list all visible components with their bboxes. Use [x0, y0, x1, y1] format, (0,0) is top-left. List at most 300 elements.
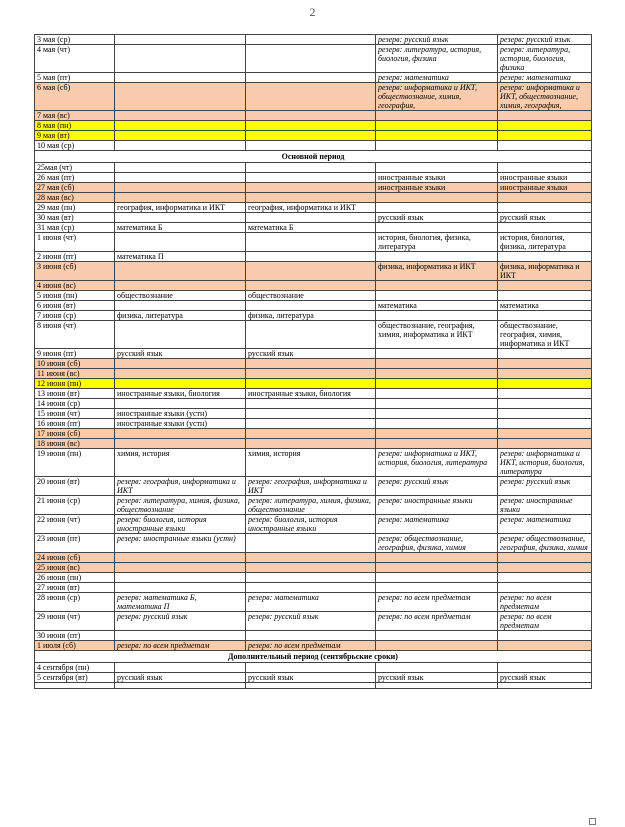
table-row — [35, 233, 592, 252]
exam-cell — [246, 583, 376, 593]
exam-cell: иностранные языки, биология — [115, 389, 246, 399]
exam-cell — [498, 111, 592, 121]
exam-cell — [498, 121, 592, 131]
exam-cell: резерв: информатика и ИКТ, обществознание, химия, география, — [498, 83, 592, 111]
exam-cell — [498, 349, 592, 359]
exam-cell — [115, 45, 246, 73]
exam-cell — [115, 379, 246, 389]
exam-cell: география, информатика и ИКТ — [246, 203, 376, 213]
exam-cell — [246, 379, 376, 389]
table-row — [35, 389, 592, 399]
table-row — [35, 583, 592, 593]
exam-cell — [498, 311, 592, 321]
exam-cell: русский язык — [498, 213, 592, 223]
table-row — [35, 429, 592, 439]
exam-cell: резерв: математика — [498, 515, 592, 534]
section-title: Основной период — [35, 151, 592, 163]
date-cell: 11 июня (вс) — [35, 369, 115, 379]
exam-cell — [115, 213, 246, 223]
exam-cell — [246, 301, 376, 311]
exam-cell — [115, 193, 246, 203]
exam-cell — [376, 203, 498, 213]
exam-cell — [246, 213, 376, 223]
exam-cell — [246, 534, 376, 553]
exam-cell — [498, 359, 592, 369]
exam-cell: обществознание — [115, 291, 246, 301]
table-row — [35, 252, 592, 262]
date-cell: 8 мая (пн) — [35, 121, 115, 131]
exam-cell: химия, история — [246, 449, 376, 477]
date-cell: 5 июня (пн) — [35, 291, 115, 301]
table-row — [35, 409, 592, 419]
exam-cell — [246, 409, 376, 419]
exam-cell: резерв: информатика и ИКТ, обществознание, химия, география, — [376, 83, 498, 111]
date-cell: 25 июня (вс) — [35, 563, 115, 573]
date-cell: 10 мая (ср) — [35, 141, 115, 151]
exam-cell — [376, 111, 498, 121]
exam-cell: резерв: по всем предметам — [498, 593, 592, 612]
exam-cell — [498, 389, 592, 399]
exam-cell: резерв: литература, химия, физика, обществознание — [246, 496, 376, 515]
table-row — [35, 553, 592, 563]
exam-cell — [498, 163, 592, 173]
date-cell: 25мая (чт) — [35, 163, 115, 173]
table-row — [35, 262, 592, 281]
exam-cell — [498, 439, 592, 449]
date-cell: 4 сентября (пн) — [35, 663, 115, 673]
date-cell: 29 июня (чт) — [35, 612, 115, 631]
exam-cell — [246, 631, 376, 641]
date-cell: 5 сентября (вт) — [35, 673, 115, 683]
date-cell: 9 июня (пт) — [35, 349, 115, 359]
exam-cell: физика, литература — [115, 311, 246, 321]
exam-cell — [115, 359, 246, 369]
exam-cell — [376, 369, 498, 379]
exam-cell: русский язык — [376, 673, 498, 683]
table-row — [35, 593, 592, 612]
exam-cell — [498, 379, 592, 389]
table-row — [35, 291, 592, 301]
table-row — [35, 45, 592, 73]
table-row — [35, 369, 592, 379]
table-row — [35, 163, 592, 173]
date-cell: 4 июня (вс) — [35, 281, 115, 291]
date-cell: 13 июня (вт) — [35, 389, 115, 399]
table-cell — [35, 683, 115, 689]
exam-cell — [376, 663, 498, 673]
date-cell: 9 мая (вт) — [35, 131, 115, 141]
exam-cell: резерв: география, информатика и ИКТ — [115, 477, 246, 496]
exam-cell: русский язык — [498, 673, 592, 683]
exam-cell — [115, 663, 246, 673]
exam-cell — [376, 349, 498, 359]
exam-cell — [376, 419, 498, 429]
table-row — [35, 612, 592, 631]
exam-cell — [246, 439, 376, 449]
exam-cell — [498, 641, 592, 651]
exam-cell — [115, 301, 246, 311]
exam-cell — [246, 193, 376, 203]
table-row — [35, 631, 592, 641]
exam-cell: резерв: обществознание, география, физика, химия — [376, 534, 498, 553]
exam-cell: история, биология, физика, литература — [498, 233, 592, 252]
exam-cell — [115, 183, 246, 193]
exam-cell — [246, 419, 376, 429]
date-cell: 16 июня (пт) — [35, 419, 115, 429]
exam-cell — [498, 563, 592, 573]
exam-cell — [246, 429, 376, 439]
exam-cell: математика — [376, 301, 498, 311]
exam-cell — [246, 252, 376, 262]
exam-cell — [115, 35, 246, 45]
exam-cell: резерв: иностранные языки — [498, 496, 592, 515]
exam-cell — [115, 399, 246, 409]
exam-cell: резерв: русский язык — [376, 477, 498, 496]
exam-cell — [115, 121, 246, 131]
exam-cell: русский язык — [115, 673, 246, 683]
date-cell: 6 мая (сб) — [35, 83, 115, 111]
exam-cell — [376, 311, 498, 321]
exam-cell — [376, 223, 498, 233]
exam-cell — [498, 131, 592, 141]
exam-cell — [246, 369, 376, 379]
exam-cell: иностранные языки — [376, 183, 498, 193]
section-title: Дополнительный период (сентябрьские сроки) — [35, 651, 592, 663]
exam-cell — [376, 163, 498, 173]
date-cell: 18 июня (вс) — [35, 439, 115, 449]
exam-cell — [246, 111, 376, 121]
exam-cell — [246, 262, 376, 281]
exam-cell — [376, 439, 498, 449]
exam-cell: резерв: русский язык — [498, 477, 592, 496]
exam-cell — [246, 573, 376, 583]
exam-cell — [246, 321, 376, 349]
exam-cell: резерв: по всем предметам — [115, 641, 246, 651]
date-cell: 15 июня (чт) — [35, 409, 115, 419]
exam-cell — [115, 262, 246, 281]
exam-cell — [115, 163, 246, 173]
exam-cell — [498, 663, 592, 673]
exam-cell — [246, 131, 376, 141]
exam-cell — [246, 183, 376, 193]
exam-cell — [498, 203, 592, 213]
exam-cell — [115, 173, 246, 183]
table-row — [35, 203, 592, 213]
exam-cell — [376, 573, 498, 583]
exam-cell — [376, 121, 498, 131]
date-cell: 31 мая (ср) — [35, 223, 115, 233]
exam-cell — [246, 359, 376, 369]
table-row — [35, 83, 592, 111]
exam-cell — [115, 573, 246, 583]
date-cell: 20 июня (вт) — [35, 477, 115, 496]
date-cell: 21 июня (ср) — [35, 496, 115, 515]
exam-cell — [115, 429, 246, 439]
exam-cell — [376, 399, 498, 409]
exam-cell: резерв: по всем предметам — [246, 641, 376, 651]
exam-cell — [115, 369, 246, 379]
exam-cell: резерв: русский язык — [115, 612, 246, 631]
date-cell: 4 мая (чт) — [35, 45, 115, 73]
exam-cell — [376, 641, 498, 651]
table-cell — [498, 683, 592, 689]
exam-cell — [115, 111, 246, 121]
table-row — [35, 121, 592, 131]
exam-cell — [376, 131, 498, 141]
exam-cell: резерв: биология, история иностранные языки — [246, 515, 376, 534]
exam-cell — [498, 429, 592, 439]
exam-cell: иностранные языки — [498, 183, 592, 193]
table-row — [35, 379, 592, 389]
date-cell: 6 июня (вт) — [35, 301, 115, 311]
exam-cell — [498, 223, 592, 233]
date-cell: 12 июня (пн) — [35, 379, 115, 389]
exam-cell: резерв: литература, история, биология, физика — [376, 45, 498, 73]
date-cell: 26 июня (пн) — [35, 573, 115, 583]
exam-cell: резерв: русский язык — [376, 35, 498, 45]
exam-cell: резерв: по всем предметам — [376, 612, 498, 631]
date-cell: 3 мая (ср) — [35, 35, 115, 45]
exam-cell: резерв: математика — [246, 593, 376, 612]
exam-cell — [246, 141, 376, 151]
section-header-row — [35, 651, 592, 663]
exam-cell: резерв: математика — [376, 515, 498, 534]
date-cell: 30 июня (пт) — [35, 631, 115, 641]
date-cell: 28 июня (ср) — [35, 593, 115, 612]
exam-cell: математика Б — [246, 223, 376, 233]
exam-cell — [246, 563, 376, 573]
table-row — [35, 641, 592, 651]
table-row — [35, 223, 592, 233]
exam-cell: резерв: обществознание, география, физика, химия — [498, 534, 592, 553]
exam-cell — [246, 163, 376, 173]
section-header-row — [35, 151, 592, 163]
table-row — [35, 213, 592, 223]
exam-cell: резерв: литература, химия, физика, обществознание — [115, 496, 246, 515]
date-cell: 14 июня (ср) — [35, 399, 115, 409]
exam-cell: физика, информатика и ИКТ — [498, 262, 592, 281]
table-row — [35, 477, 592, 496]
date-cell: 29 мая (пн) — [35, 203, 115, 213]
exam-cell: резерв: литература, история, биология, физика — [498, 45, 592, 73]
exam-cell — [246, 173, 376, 183]
exam-cell: русский язык — [246, 673, 376, 683]
exam-cell: обществознание, география, химия, информатика и ИКТ — [376, 321, 498, 349]
exam-cell — [246, 73, 376, 83]
exam-cell — [246, 233, 376, 252]
exam-cell: резерв: по всем предметам — [498, 612, 592, 631]
exam-cell — [498, 193, 592, 203]
exam-cell — [498, 553, 592, 563]
exam-cell — [246, 35, 376, 45]
exam-cell — [246, 553, 376, 563]
exam-cell: география, информатика и ИКТ — [115, 203, 246, 213]
exam-cell — [376, 409, 498, 419]
date-cell: 3 июня (сб) — [35, 262, 115, 281]
date-cell: 5 мая (пт) — [35, 73, 115, 83]
exam-cell — [115, 83, 246, 111]
exam-schedule-table — [34, 34, 592, 689]
date-cell: 10 июня (сб) — [35, 359, 115, 369]
date-cell: 19 июня (пн) — [35, 449, 115, 477]
exam-cell — [376, 141, 498, 151]
date-cell: 7 мая (вс) — [35, 111, 115, 121]
exam-cell — [376, 379, 498, 389]
exam-cell: математика — [498, 301, 592, 311]
exam-cell — [376, 429, 498, 439]
exam-cell: иностранные языки — [376, 173, 498, 183]
exam-cell: резерв: русский язык — [246, 612, 376, 631]
exam-cell — [498, 252, 592, 262]
exam-cell — [246, 663, 376, 673]
exam-cell — [115, 141, 246, 151]
exam-cell — [246, 281, 376, 291]
table-row — [35, 111, 592, 121]
date-cell: 26 мая (пт) — [35, 173, 115, 183]
exam-cell — [376, 193, 498, 203]
exam-cell: иностранные языки (устн) — [115, 419, 246, 429]
exam-cell: иностранные языки (устн) — [115, 409, 246, 419]
table-row — [35, 573, 592, 583]
exam-cell — [498, 419, 592, 429]
date-cell: 1 июня (чт) — [35, 233, 115, 252]
exam-cell — [115, 73, 246, 83]
table-row — [35, 419, 592, 429]
exam-cell — [246, 121, 376, 131]
table-row — [35, 449, 592, 477]
exam-cell: резерв: математика Б, математика П — [115, 593, 246, 612]
exam-cell — [115, 321, 246, 349]
date-cell: 7 июня (ср) — [35, 311, 115, 321]
exam-cell — [376, 359, 498, 369]
exam-cell: математика П — [115, 252, 246, 262]
exam-cell: история, биология, физика, литература — [376, 233, 498, 252]
exam-cell — [498, 583, 592, 593]
exam-cell: резерв: география, информатика и ИКТ — [246, 477, 376, 496]
table-row — [35, 399, 592, 409]
exam-cell: иностранные языки — [498, 173, 592, 183]
table-row — [35, 349, 592, 359]
exam-cell — [115, 233, 246, 252]
table-row — [35, 173, 592, 183]
exam-cell: химия, история — [115, 449, 246, 477]
exam-cell: русский язык — [115, 349, 246, 359]
table-row — [35, 183, 592, 193]
date-cell: 30 мая (вт) — [35, 213, 115, 223]
table-row — [35, 673, 592, 683]
table-row — [35, 301, 592, 311]
exam-cell: резерв: информатика и ИКТ, история, биология, литература — [376, 449, 498, 477]
exam-cell — [498, 281, 592, 291]
exam-cell — [498, 291, 592, 301]
date-cell: 1 июля (сб) — [35, 641, 115, 651]
table-row — [35, 281, 592, 291]
table-row — [35, 321, 592, 349]
exam-cell: резерв: математика — [376, 73, 498, 83]
paragraph-end-marker — [589, 818, 596, 825]
date-cell: 27 июня (вт) — [35, 583, 115, 593]
table-row — [35, 496, 592, 515]
table-row — [35, 563, 592, 573]
exam-cell — [115, 439, 246, 449]
exam-cell — [376, 583, 498, 593]
date-cell: 17 июня (сб) — [35, 429, 115, 439]
exam-cell: математика Б — [115, 223, 246, 233]
table-row — [35, 141, 592, 151]
exam-cell — [246, 83, 376, 111]
exam-cell: иностранные языки, биология — [246, 389, 376, 399]
exam-cell — [376, 631, 498, 641]
exam-cell: резерв: математика — [498, 73, 592, 83]
date-cell: 28 мая (вс) — [35, 193, 115, 203]
exam-cell: резерв: по всем предметам — [376, 593, 498, 612]
exam-cell — [115, 281, 246, 291]
exam-cell — [246, 45, 376, 73]
exam-cell — [498, 141, 592, 151]
exam-cell — [376, 563, 498, 573]
date-cell: 2 июня (пт) — [35, 252, 115, 262]
exam-cell: русский язык — [246, 349, 376, 359]
date-cell: 24 июня (сб) — [35, 553, 115, 563]
exam-cell — [376, 281, 498, 291]
date-cell: 22 июня (чт) — [35, 515, 115, 534]
exam-cell: обществознание, география, химия, информатика и ИКТ — [498, 321, 592, 349]
exam-cell: физика, литература — [246, 311, 376, 321]
table-row — [35, 439, 592, 449]
exam-cell — [498, 409, 592, 419]
exam-cell — [498, 631, 592, 641]
exam-cell — [376, 291, 498, 301]
exam-cell — [376, 553, 498, 563]
exam-cell — [498, 399, 592, 409]
exam-cell: резерв: иностранные языки (устн) — [115, 534, 246, 553]
table-row — [35, 35, 592, 45]
table-row — [35, 515, 592, 534]
exam-cell: резерв: иностранные языки — [376, 496, 498, 515]
date-cell: 8 июня (чт) — [35, 321, 115, 349]
table-cell — [115, 683, 246, 689]
table-row — [35, 131, 592, 141]
date-cell: 27 мая (сб) — [35, 183, 115, 193]
exam-cell — [246, 399, 376, 409]
exam-cell: резерв: информатика и ИКТ, история, биология, литература — [498, 449, 592, 477]
page-number: 2 — [309, 5, 316, 19]
table-row — [35, 193, 592, 203]
exam-cell — [115, 131, 246, 141]
exam-cell — [115, 631, 246, 641]
date-cell: 23 июня (пт) — [35, 534, 115, 553]
table-row — [35, 359, 592, 369]
exam-cell: русский язык — [376, 213, 498, 223]
table-cell — [376, 683, 498, 689]
table-row — [35, 663, 592, 673]
table-row — [35, 534, 592, 553]
exam-cell — [498, 573, 592, 583]
table-row — [35, 311, 592, 321]
table-row — [35, 683, 592, 689]
exam-cell: резерв: биология, история иностранные языки — [115, 515, 246, 534]
exam-cell — [376, 389, 498, 399]
exam-cell — [498, 369, 592, 379]
exam-cell: обществознание — [246, 291, 376, 301]
exam-cell: физика, информатика и ИКТ — [376, 262, 498, 281]
exam-cell — [376, 252, 498, 262]
table-cell — [246, 683, 376, 689]
table-row — [35, 73, 592, 83]
exam-cell — [115, 563, 246, 573]
exam-cell — [115, 553, 246, 563]
exam-cell: резерв: русский язык — [498, 35, 592, 45]
